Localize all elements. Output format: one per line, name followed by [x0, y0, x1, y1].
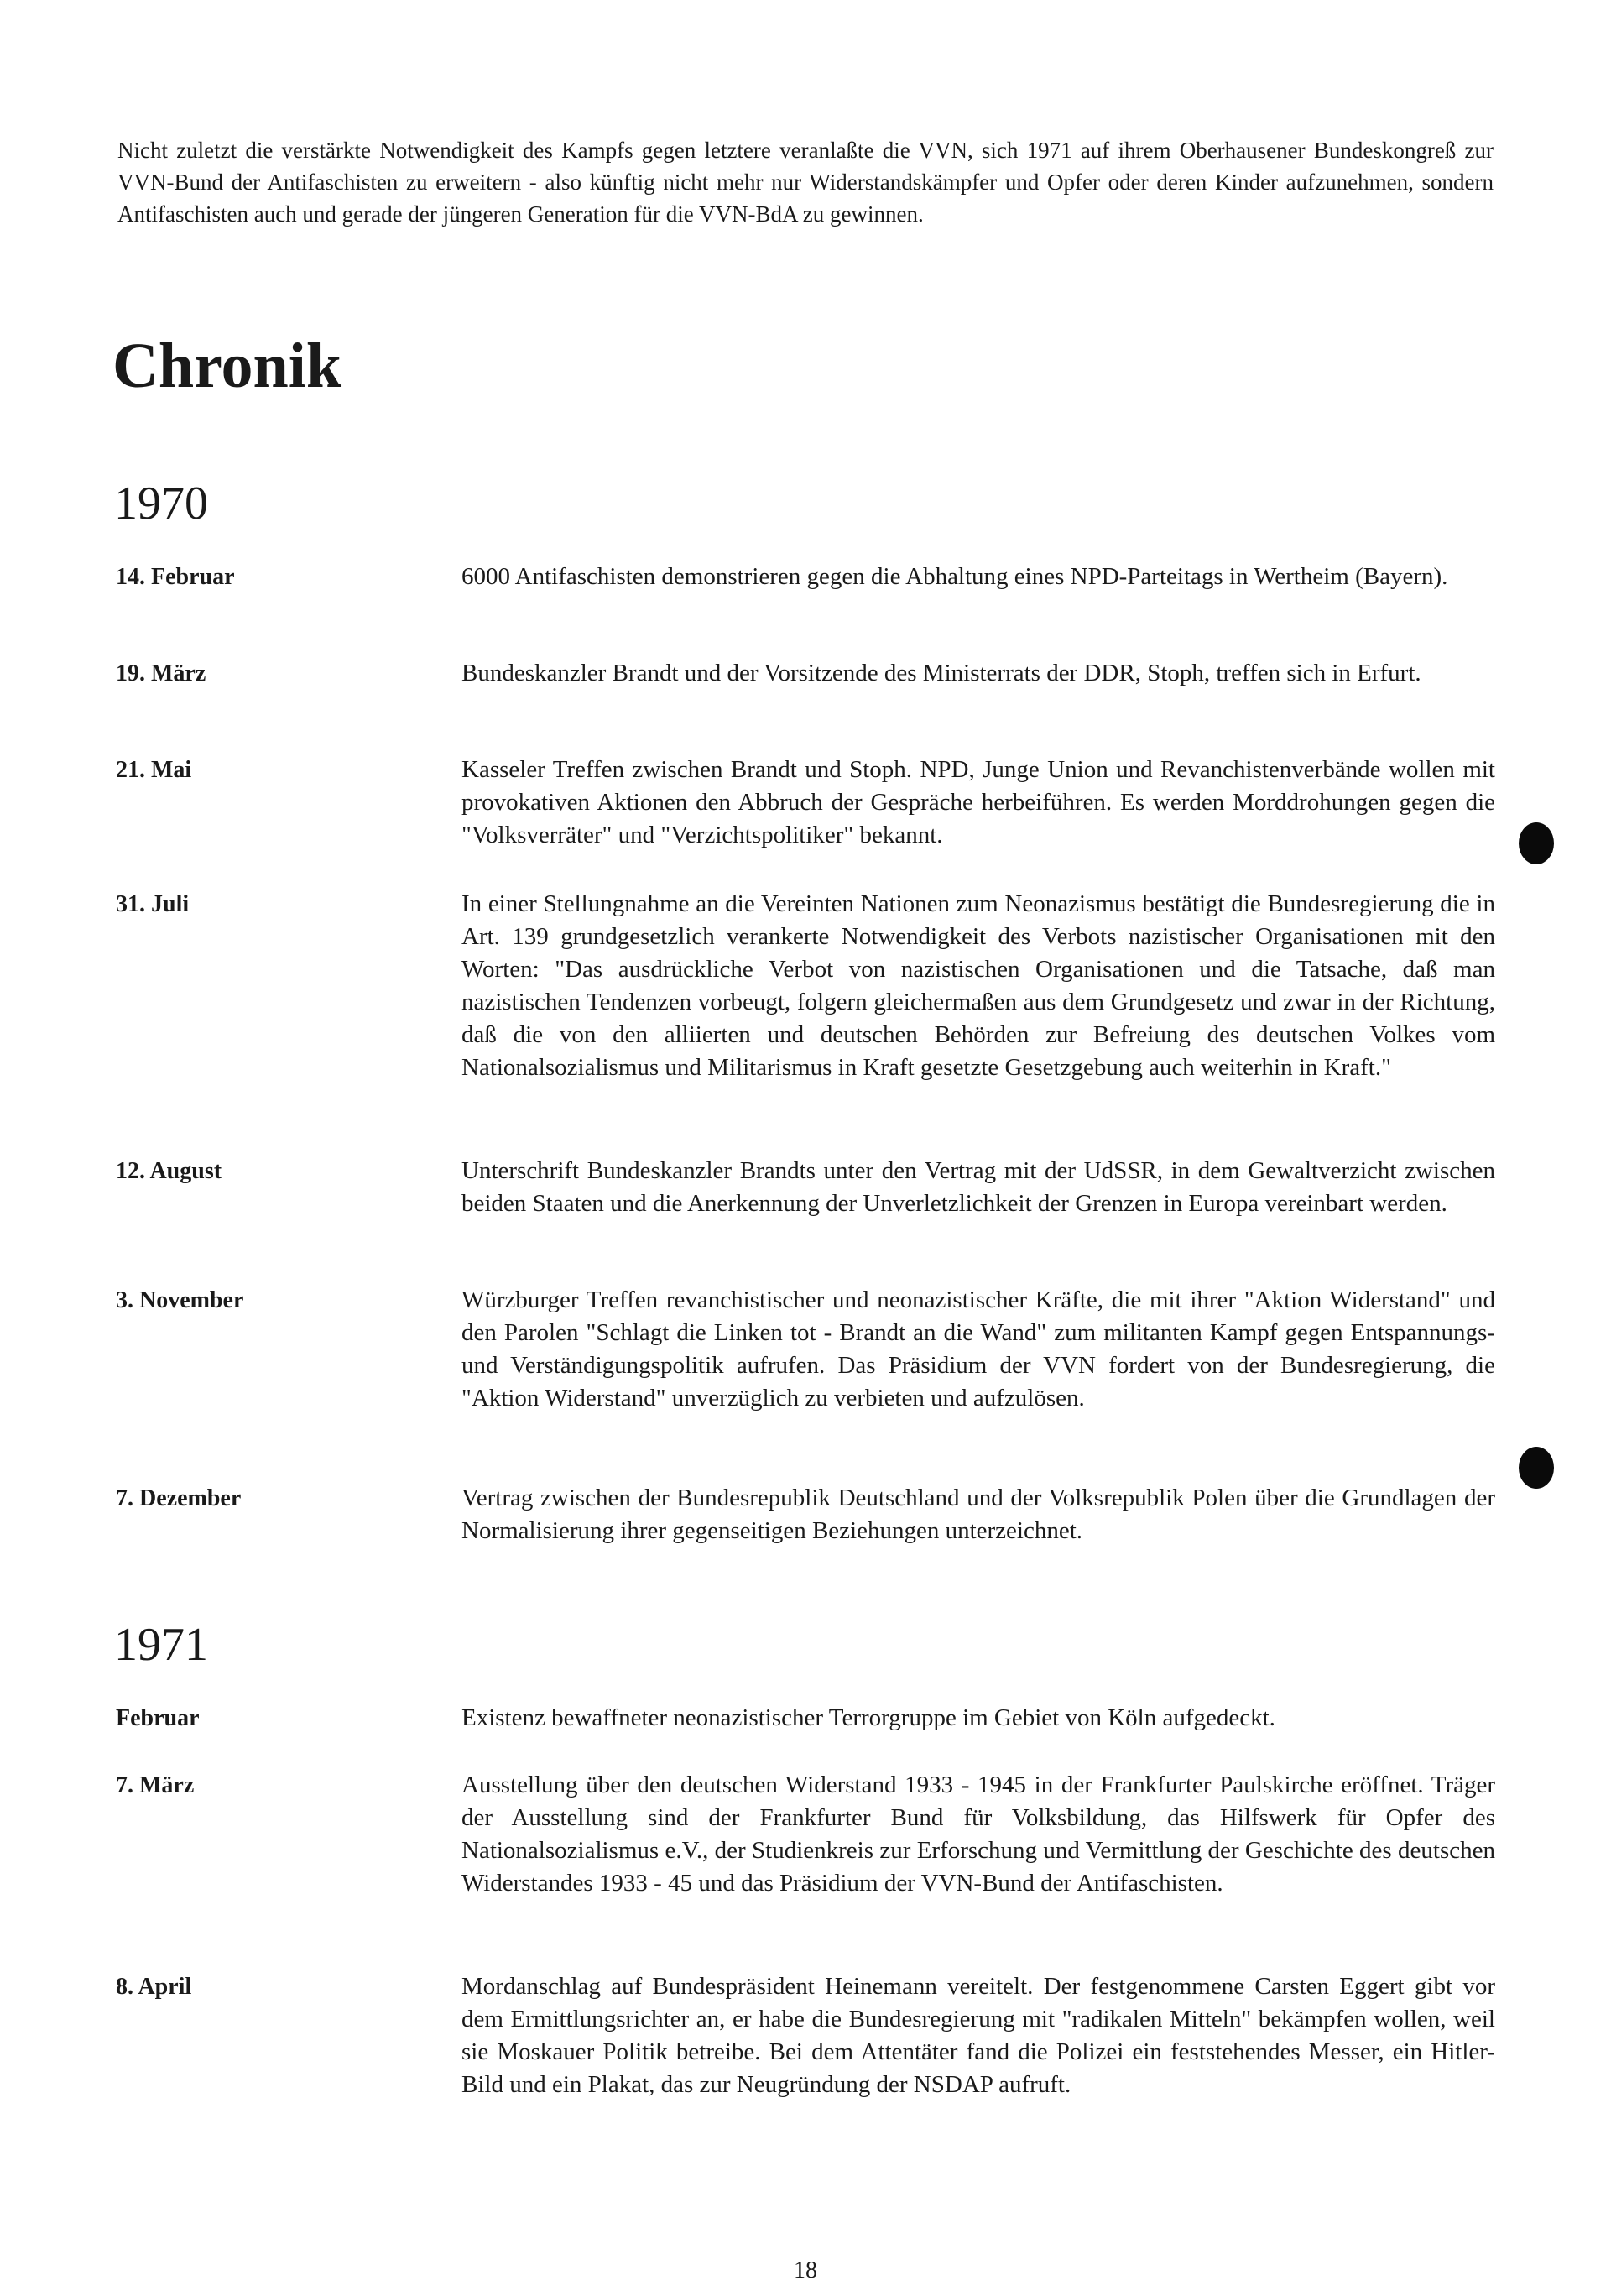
entry-date: 21. Mai [116, 757, 192, 783]
entry-date: 7. März [116, 1772, 195, 1798]
page-number: 18 [794, 2257, 817, 2283]
year-heading-1971: 1971 [114, 1619, 208, 1671]
entry-date: Februar [116, 1705, 200, 1731]
entry-text: Existenz bewaffneter neonazistischer Terrorgruppe im Gebiet von Köln aufgedeckt. [461, 1704, 1275, 1731]
entry-date: 19. März [116, 660, 206, 686]
entry-text: Vertrag zwischen der Bundesrepublik Deutschland und der Volksrepublik Polen über die Grundlagen der Normalisierung ihrer gegenseitigen Beziehungen unterzeichnet. [461, 1485, 1495, 1544]
entry-text: Kasseler Treffen zwischen Brandt und Stoph. NPD, Junge Union und Revanchistenverbände wollen mit provokativen Aktionen den Abbruch der Gespräche herbeiführen. Es werden Morddrohungen gegen die "Volksverräter" und "Verzichtspolitiker" bekannt. [461, 756, 1495, 848]
entry-date: 3. November [116, 1287, 244, 1313]
punch-hole-mark [1519, 822, 1554, 864]
entry-date: 7. Dezember [116, 1485, 242, 1511]
punch-hole-mark [1519, 1447, 1554, 1489]
entry-date: 8. April [116, 1974, 192, 2000]
entry-text: Würzburger Treffen revanchistischer und neonazistischer Kräfte, die mit ihrer "Aktion Widerstand" und den Parolen "Schlagt die Linken tot - Brandt an die Wand" zum militanten Kampf gegen Entspannungs- und Verständigungspolitik aufrufen. Das Präsidium der VVN fordert von der Bundesregierung, die "Aktion Widerstand" unverzüglich zu verbieten und aufzulösen. [461, 1286, 1495, 1412]
entry-text: Unterschrift Bundeskanzler Brandts unter den Vertrag mit der UdSSR, in dem Gewaltverzicht zwischen beiden Staaten und die Anerkennung der Unverletzlichkeit der Grenzen in Europa vereinbart werden. [461, 1157, 1495, 1217]
entry-text: Mordanschlag auf Bundespräsident Heinemann vereitelt. Der festgenommene Carsten Eggert gibt vor dem Ermittlungsrichter an, er habe die Bundesregierung mit "radikalen Mitteln" bekämpfen wollen, weil sie Moskauer Politik betreibe. Bei dem Attentäter fand die Polizei ein feststehendes Messer, ein Hitler-Bild und ein Plakat, das zur Neugründung der NSDAP aufruft. [461, 1973, 1495, 2098]
entry-date: 12. August [116, 1158, 222, 1184]
intro-paragraph: Nicht zuletzt die verstärkte Notwendigkeit des Kampfs gegen letztere veranlaßte die VVN, sich 1971 auf ihrem Oberhausener Bundeskongreß zur VVN-Bund der Antifaschisten zu erweitern - also künftig nicht mehr nur Widerstandskämpfer und Opfer oder deren Kinder aufzunehmen, sondern Antifaschisten auch und gerade der jüngeren Generation für die VVN-BdA zu gewinnen. [117, 138, 1494, 227]
year-heading-1970: 1970 [114, 477, 208, 530]
entry-text: Ausstellung über den deutschen Widerstand 1933 - 1945 in der Frankfurter Paulskirche eröffnet. Träger der Ausstellung sind der Frankfurter Bund für Volksbildung, das Hilfswerk für Opfer des Nationalsozialismus e.V., der Studienkreis zur Erforschung und Vermittlung der Geschichte des deutschen Widerstandes 1933 - 45 und das Präsidium der VVN-Bund der Antifaschisten. [461, 1772, 1495, 1897]
entry-text: Bundeskanzler Brandt und der Vorsitzende des Ministerrats der DDR, Stoph, treffen sich in Erfurt. [461, 660, 1421, 686]
page-title: Chronik [112, 331, 342, 401]
entry-text: In einer Stellungnahme an die Vereinten Nationen zum Neonazismus bestätigt die Bundesregierung die in Art. 139 grundgesetzlich verankerte Notwendigkeit des Verbots nazistischer Organisationen mit den Worten: "Das ausdrückliche Verbot von nazistischen Organisationen und die Tatsache, daß man nazistischen Tendenzen vorbeugt, folgern gleichermaßen aus dem Grundgesetz und zwar in der Richtung, daß die von den alliierten und deutschen Behörden zur Befreiung des deutschen Volkes vom Nationalsozialismus und Militarismus in Kraft gesetzte Gesetzgebung auch weiterhin in Kraft." [461, 890, 1495, 1081]
entry-text: 6000 Antifaschisten demonstrieren gegen die Abhaltung eines NPD-Parteitags in Wertheim (Bayern). [461, 563, 1448, 590]
entry-date: 31. Juli [116, 891, 190, 917]
entry-date: 14. Februar [116, 564, 235, 590]
